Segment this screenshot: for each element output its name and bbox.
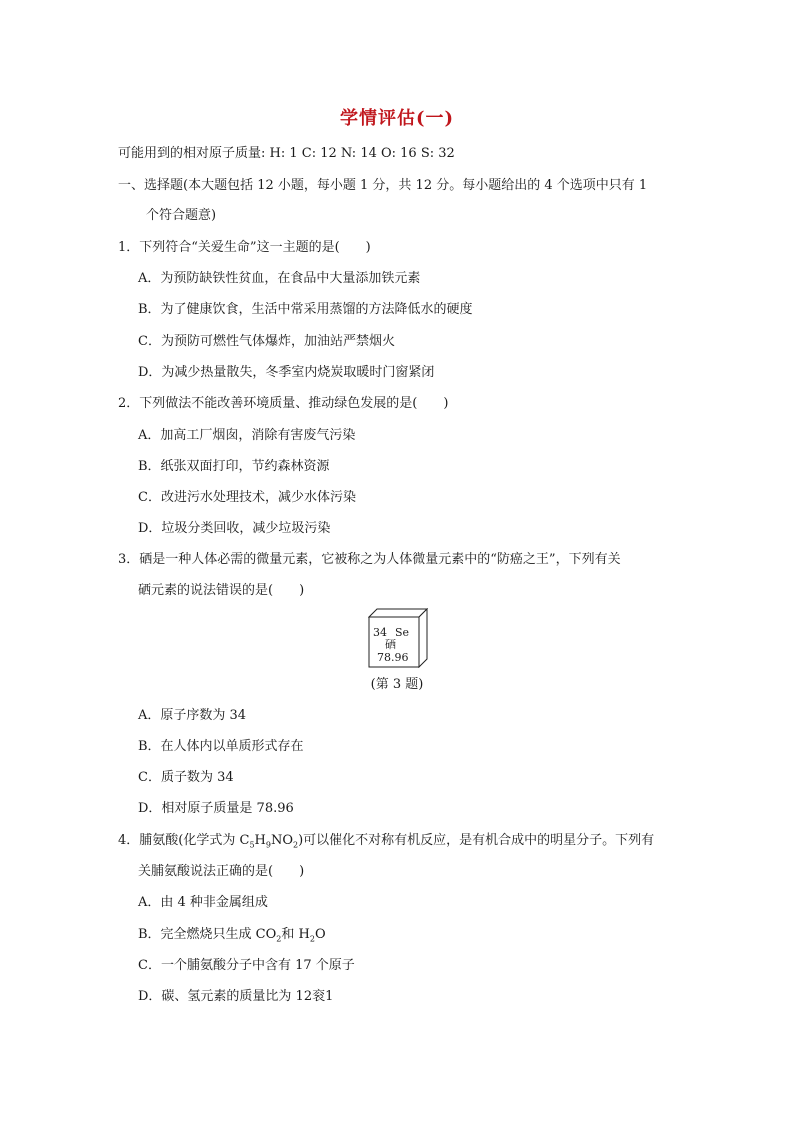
section-heading: 一、选择题(本大题包括 12 小题，每小题 1 分，共 12 分。每小题给出的 4 个选项中只有 1 (118, 178, 648, 193)
question-1-option-b: B．为了健康饮食，生活中常采用蒸馏的方法降低水的硬度 (138, 302, 473, 317)
question-3-stem-continued: 硒元素的说法错误的是( ) (138, 583, 305, 598)
element-atomic-number: 34 (373, 626, 387, 639)
question-4-stem-continued: 关脯氨酸说法正确的是( ) (138, 864, 305, 879)
question-1-option-a: A．为预防缺铁性贫血，在食品中大量添加铁元素 (138, 271, 421, 286)
question-3-option-a: A．原子序数为 34 (138, 708, 247, 723)
question-4-stem: 4．脯氨酸(化学式为 $C_5H_9NO_2$)可以催化不对称有机反应，是有机合成中的明星分子。下列有 (118, 833, 655, 850)
question-4-option-b: B．完全燃烧只生成 $CO_2$和 $H_2O$ (138, 927, 326, 944)
element-tile-figure (368, 608, 428, 668)
element-name: 硒 (385, 638, 396, 651)
question-3-option-c: C．质子数为 34 (138, 770, 234, 785)
question-3-option-d: D．相对原子质量是 78.96 (138, 801, 294, 816)
question-2-option-a: A．加高工厂烟囱，消除有害废气污染 (138, 428, 356, 443)
question-1-stem: 1．下列符合“关爱生命”这一主题的是( ) (118, 240, 371, 255)
element-symbol: Se (395, 626, 410, 639)
question-2-stem: 2．下列做法不能改善环境质量、推动绿色发展的是( ) (118, 396, 449, 411)
section-heading-continued: 个符合题意) (146, 208, 217, 223)
question-3-stem: 3．硒是一种人体必需的微量元素，它被称之为人体微量元素中的“防癌之王”，下列有关 (118, 552, 621, 567)
question-2-option-d: D．垃圾分类回收，减少垃圾污染 (138, 521, 331, 536)
question-2-option-b: B．纸张双面打印，节约森林资源 (138, 459, 330, 474)
question-2-option-c: C．改进污水处理技术，减少水体污染 (138, 490, 356, 505)
atomic-masses-note: 可能用到的相对原子质量: H: 1 C: 12 N: 14 O: 16 S: 32 (118, 146, 455, 161)
question-3-option-b: B．在人体内以单质形式存在 (138, 739, 304, 754)
element-atomic-mass: 78.96 (377, 651, 409, 664)
question-4-option-c: C．一个脯氨酸分子中含有 17 个原子 (138, 958, 355, 973)
question-1-option-d: D．为减少热量散失，冬季室内烧炭取暖时门窗紧闭 (138, 365, 435, 380)
question-4-option-a: A．由 4 种非金属组成 (138, 895, 268, 910)
figure-caption: (第 3 题) (370, 677, 424, 692)
question-1-option-c: C．为预防可燃性气体爆炸，加油站严禁烟火 (138, 334, 395, 349)
question-4-option-d: D．碳、氢元素的质量比为 12衮1 (138, 989, 334, 1004)
page-title: 学情评估(一) (339, 108, 455, 129)
